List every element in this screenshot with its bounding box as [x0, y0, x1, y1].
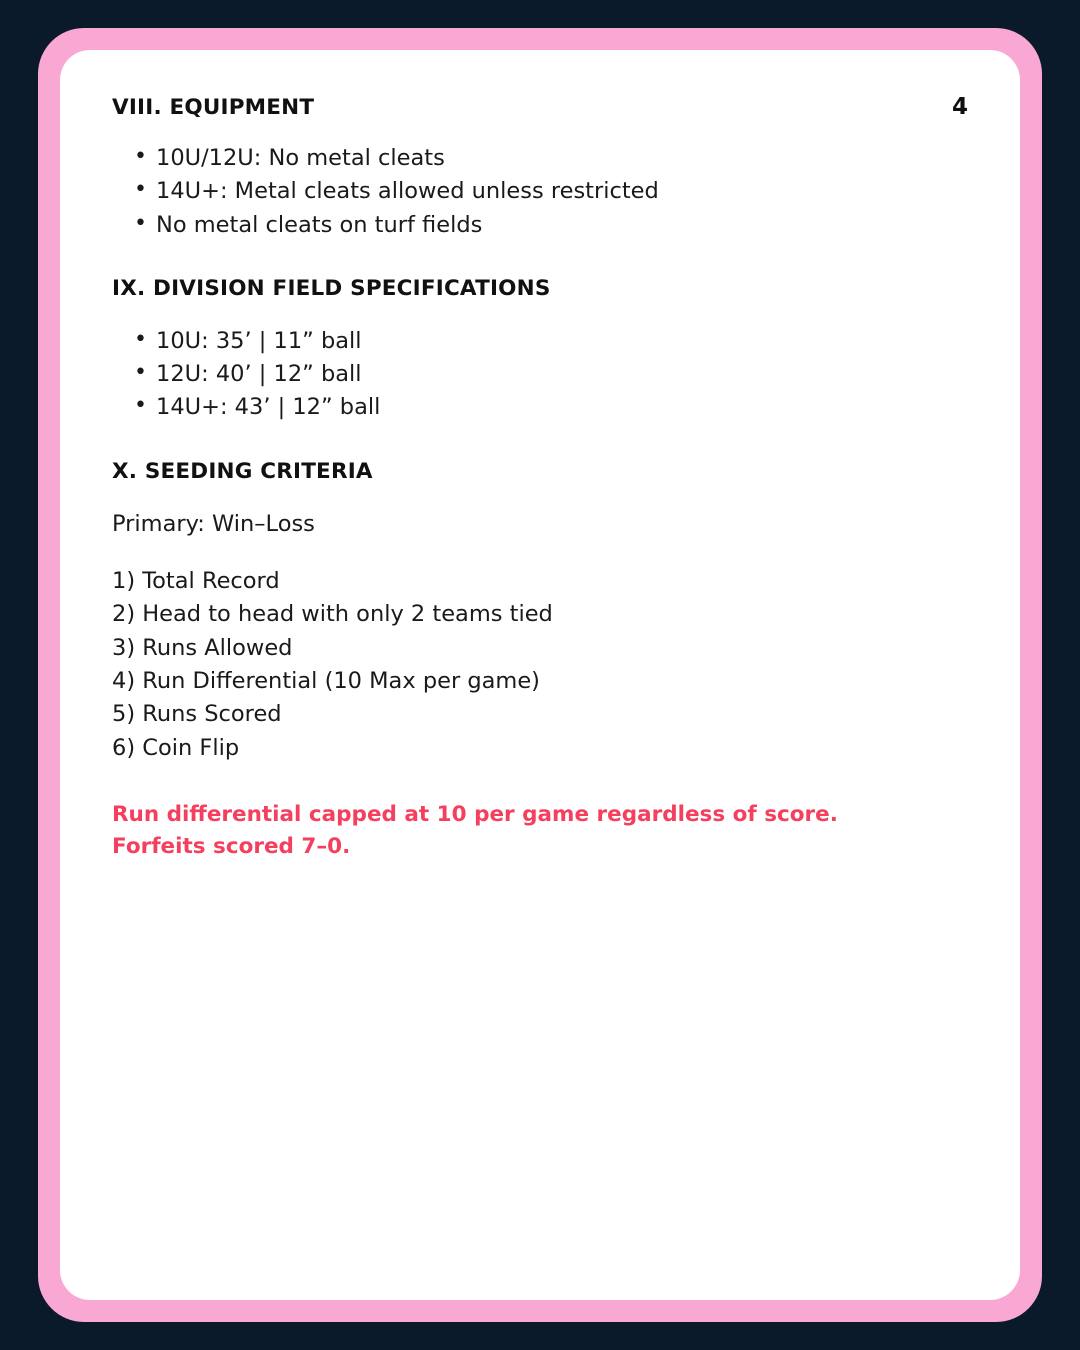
document-header: [112, 94, 968, 120]
section-heading-equipment: VIII. EQUIPMENT: [112, 95, 315, 120]
spacer: [112, 425, 968, 459]
seeding-criteria-list: [112, 565, 968, 765]
page-border-frame: [38, 28, 1042, 1322]
document-page: [60, 50, 1020, 1300]
division-field-bullet-list: [112, 325, 968, 425]
spacer: [112, 242, 968, 276]
spacer: [112, 541, 968, 565]
list-item: • 14U+: 43’ | 12” ball: [156, 391, 968, 424]
spacer: [112, 765, 968, 799]
equipment-bullet-list: [112, 142, 968, 242]
list-item: 6) Coin Flip: [112, 734, 240, 761]
spacer: [112, 484, 968, 508]
section-heading-seeding-criteria: X. SEEDING CRITERIA: [112, 458, 373, 484]
list-item: • No metal cleats on turf fields: [156, 209, 968, 242]
list-item: 1) Total Record: [112, 568, 280, 595]
list-item: 3) Runs Allowed: [112, 634, 293, 661]
list-item: • 14U+: Metal cleats allowed unless restricted: [156, 175, 968, 208]
page-number: 4: [951, 94, 968, 120]
list-item: • 12U: 40’ | 12” ball: [156, 358, 968, 391]
section-heading-division-field-specifications: IX. DIVISION FIELD SPECIFICATIONS: [112, 275, 551, 301]
alert-note-line-1: Run differential capped at 10 per game regardless of score.: [112, 801, 838, 827]
spacer: [112, 301, 968, 325]
list-item: • 10U: 35’ | 11” ball: [156, 325, 968, 358]
alert-note-line-2: Forfeits scored 7–0.: [112, 834, 351, 860]
list-item: 4) Run Differential (10 Max per game): [112, 667, 540, 694]
seeding-primary-text: Primary: Win–Loss: [112, 510, 315, 537]
list-item: • 10U/12U: No metal cleats: [156, 142, 968, 175]
list-item: 2) Head to head with only 2 teams tied: [112, 601, 553, 628]
list-item: 5) Runs Scored: [112, 701, 282, 728]
